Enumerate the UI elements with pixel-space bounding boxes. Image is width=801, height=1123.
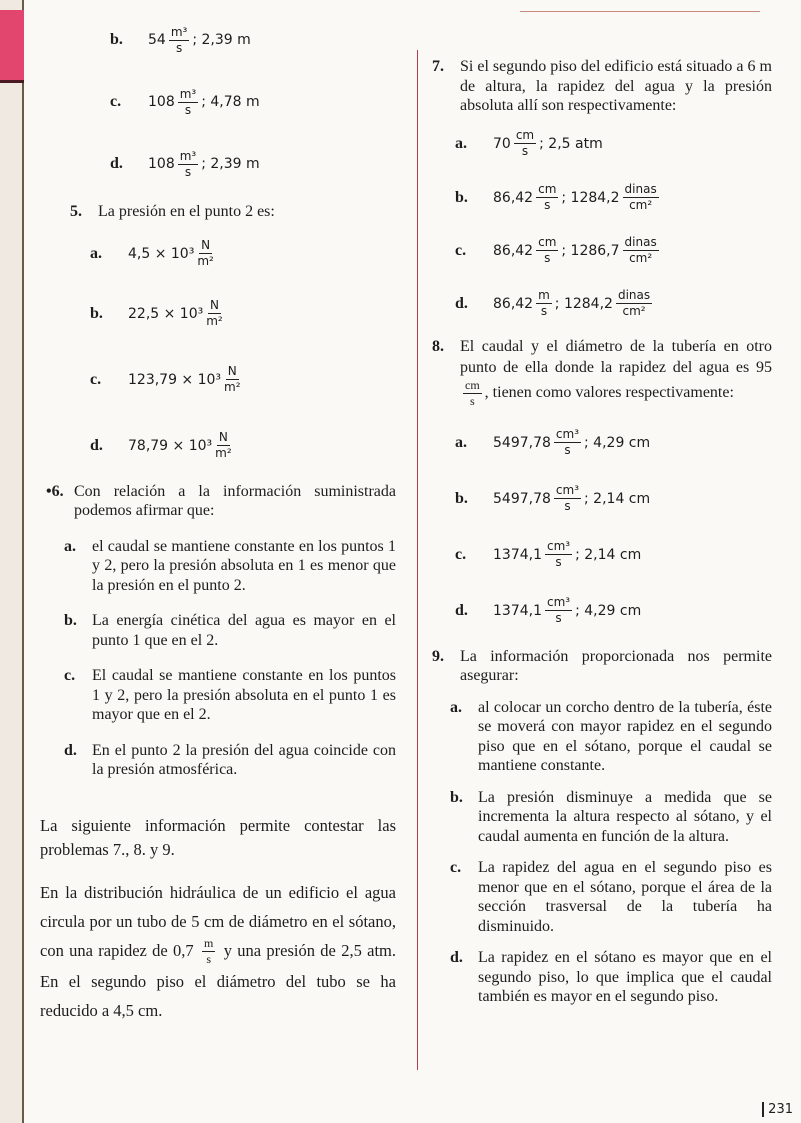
option-text: La rapidez del agua en el segundo piso es menor que en el sótano, porque el área de la sección trasversal de la tubería ha disminuido.: [478, 859, 772, 935]
q6-option-a: [64, 537, 396, 596]
q6-question: [46, 482, 396, 521]
q6-option-d: [64, 741, 396, 780]
option-label: c.: [110, 93, 122, 110]
q8-option-c: [455, 539, 772, 571]
question-number: 8.: [432, 337, 444, 355]
option-rest: ; 1284,2: [554, 295, 613, 312]
option-label: b.: [455, 489, 468, 507]
numerator: cm³: [555, 483, 580, 497]
q9-option-d: [450, 948, 772, 1007]
question-text: Si el segundo piso del edificio está situado a 6 m de altura, la rapidez del agua y la presión absoluta allí son respectivamente:: [460, 58, 772, 114]
option-text: En el punto 2 la presión del agua coincide con la presión atmosférica.: [92, 741, 396, 778]
question-number: 7.: [432, 58, 444, 75]
fraction: [616, 288, 652, 319]
denominator: s: [544, 198, 551, 212]
numerator: m³: [179, 148, 197, 163]
q8-question: [432, 336, 772, 409]
question-text: La presión en el punto 2 es:: [98, 203, 275, 220]
option-label: d.: [64, 741, 77, 759]
fraction: [178, 149, 199, 180]
numerator: m: [538, 288, 550, 302]
numerator: N: [201, 238, 211, 252]
q5-option-c: [90, 364, 396, 396]
option-text: El caudal se mantiene constante en los puntos 1 y 2, pero la presión absoluta en el punto 1 es mayor que en el 2.: [92, 667, 396, 723]
q4-option-c: [110, 86, 396, 118]
q9-option-a: [450, 698, 772, 776]
denominator: m²: [215, 446, 232, 460]
scenario-paragraph: [40, 878, 396, 1026]
fraction: [554, 483, 581, 514]
q7-option-d: [455, 288, 772, 320]
option-text: La presión disminuye a medida que se incrementa la altura respecto al sótano, y el caudal aumenta en función de la altura.: [478, 788, 772, 845]
intro-text: La siguiente información permite contestar las problemas 7., 8. y 9.: [40, 815, 396, 859]
q9-option-b: [450, 788, 772, 847]
paragraph-text: En la distribución hidráulica de un edificio el agua circula por un tubo de 5 cm de diámetro en el sótano, con una rapidez de 0,7: [40, 882, 396, 960]
q5-question: [70, 202, 396, 222]
option-label: c.: [450, 859, 462, 876]
q5-option-d: [90, 430, 396, 462]
fraction: [197, 238, 214, 269]
option-rest: ; 2,5 atm: [539, 135, 603, 152]
option-value: 5497,78: [493, 434, 551, 451]
denominator: s: [540, 304, 548, 318]
fraction: [536, 182, 558, 213]
option-rest: ; 1286,7: [561, 242, 620, 259]
red-page-tab: [0, 10, 24, 83]
option-value: 4,5 × 10³: [128, 245, 195, 262]
fraction: [623, 182, 659, 213]
denominator: s: [175, 40, 183, 55]
q6-option-c: [64, 666, 396, 725]
numerator: dinas: [624, 182, 657, 196]
numerator: cm: [515, 128, 535, 142]
option-label: a.: [455, 134, 467, 152]
numerator: N: [209, 298, 219, 312]
option-label: a.: [455, 433, 467, 451]
q9-option-c: [450, 858, 772, 936]
option-label: d.: [110, 155, 123, 172]
right-column: [432, 57, 772, 1007]
numerator: cm³: [547, 595, 571, 609]
option-label: c.: [64, 667, 76, 684]
option-label: b.: [90, 304, 103, 322]
fraction: [536, 288, 552, 319]
option-rest: ; 4,78 m: [201, 94, 260, 110]
option-value: 123,79 × 10³: [128, 371, 222, 388]
page-edge: [0, 0, 24, 1123]
question-text: Con relación a la información suministrada podemos afirmar que:: [74, 482, 396, 519]
option-value: 86,42: [493, 295, 534, 312]
question-text: , tienen como valores respectivamente:: [484, 383, 734, 401]
option-rest: ; 4,29 cm: [575, 602, 642, 619]
column-divider: [417, 50, 418, 1070]
fraction: [215, 430, 232, 461]
option-value: 22,5 × 10³: [128, 305, 204, 322]
denominator: s: [555, 611, 562, 625]
question-number: 9.: [432, 647, 444, 665]
option-label: b.: [450, 788, 463, 806]
option-value: 86,42: [493, 189, 534, 206]
option-text: el caudal se mantiene constante en los puntos 1 y 2, pero la presión absoluta en 1 es menor que la presión en el punto 2.: [92, 537, 396, 594]
fraction: [623, 235, 659, 266]
denominator: s: [206, 952, 212, 967]
option-value: 78,79 × 10³: [128, 437, 213, 454]
denominator: m²: [224, 380, 241, 394]
option-rest: ; 2,14 cm: [575, 546, 642, 563]
q9-question: [432, 647, 772, 686]
fraction: [178, 87, 199, 118]
numerator: cm: [465, 377, 480, 392]
q4-option-b: [110, 24, 396, 56]
fraction: [545, 595, 572, 626]
denominator: s: [184, 102, 192, 117]
option-label: c.: [90, 370, 102, 388]
q7-option-a: [455, 128, 772, 160]
option-rest: ; 2,39 m: [201, 156, 260, 172]
top-rule: [520, 11, 760, 12]
option-label: a.: [90, 244, 102, 262]
fraction: [463, 378, 482, 409]
fraction: [169, 25, 190, 56]
numerator: cm: [538, 182, 557, 196]
q7-option-c: [455, 235, 772, 267]
question-number: 5.: [70, 203, 82, 220]
option-label: c.: [455, 545, 467, 563]
option-value: 108: [148, 94, 175, 110]
denominator: cm²: [622, 304, 646, 318]
numerator: cm³: [547, 539, 571, 553]
denominator: cm²: [629, 251, 653, 265]
q8-option-b: [455, 483, 772, 515]
option-label: d.: [455, 601, 468, 619]
denominator: s: [564, 499, 571, 513]
numerator: m³: [170, 24, 188, 39]
q8-option-a: [455, 427, 772, 459]
q4-option-d: [110, 148, 396, 180]
option-rest: ; 2,39 m: [192, 32, 251, 48]
numerator: m³: [179, 86, 197, 101]
option-label: b.: [455, 188, 468, 206]
numerator: cm: [538, 235, 557, 249]
denominator: s: [555, 555, 562, 569]
question-number: •6.: [46, 482, 64, 500]
option-rest: ; 1284,2: [561, 189, 620, 206]
option-text: La energía cinética del agua es mayor en el punto 1 que en el 2.: [92, 612, 396, 649]
paragraph-text: y una presión de 2,5 atm. En el segundo piso el diámetro del tubo se ha reducido a 4,5 cm.: [40, 940, 397, 1021]
denominator: s: [184, 164, 192, 179]
option-text: La rapidez en el sótano es mayor que en el segundo piso, lo que implica que el caudal también es mayor en el segundo piso.: [478, 949, 772, 1005]
option-label: b.: [64, 612, 77, 629]
denominator: m²: [206, 314, 223, 328]
option-value: 108: [148, 156, 175, 172]
q6-option-b: [64, 611, 396, 650]
q7-option-b: [455, 182, 772, 214]
q5-option-a: [90, 238, 396, 270]
fraction: [554, 427, 581, 458]
denominator: s: [564, 443, 571, 457]
q7-question: [432, 57, 772, 116]
numerator: m: [204, 936, 214, 951]
option-rest: ; 4,29 cm: [584, 434, 651, 451]
left-column: [40, 24, 396, 1025]
numerator: dinas: [617, 288, 651, 302]
option-label: b.: [110, 31, 123, 48]
option-label: a.: [450, 698, 462, 716]
fraction: [536, 235, 558, 266]
fraction: [545, 539, 572, 570]
q8-option-d: [455, 595, 772, 627]
page-number: 231: [762, 1102, 793, 1117]
option-value: 5497,78: [493, 490, 551, 507]
numerator: cm³: [555, 427, 580, 441]
option-label: d.: [450, 949, 463, 966]
option-value: 54: [148, 32, 166, 48]
denominator: m²: [197, 254, 214, 268]
fraction: [514, 128, 536, 159]
numerator: dinas: [624, 235, 657, 249]
denominator: cm²: [629, 198, 653, 212]
question-text: El caudal y el diámetro de la tubería en otro punto de ella donde la rapidez del agua es 95: [460, 337, 772, 376]
question-text: La información proporcionada nos permite asegurar:: [460, 647, 772, 684]
option-label: c.: [455, 241, 467, 259]
numerator: N: [227, 364, 237, 378]
option-label: d.: [455, 294, 468, 312]
option-text: al colocar un corcho dentro de la tubería, éste se moverá con mayor rapidez en el segundo piso que en el sótano, porque el caudal se mantiene constante.: [478, 698, 772, 774]
fraction: [206, 298, 223, 329]
fraction: [224, 364, 241, 395]
option-label: d.: [90, 436, 103, 454]
q5-option-b: [90, 298, 396, 330]
option-value: 1374,1: [493, 602, 542, 619]
option-value: 86,42: [493, 242, 534, 259]
fraction: [202, 936, 215, 967]
option-label: a.: [64, 537, 76, 555]
option-rest: ; 2,14 cm: [584, 490, 651, 507]
option-value: 70: [493, 135, 511, 152]
option-value: 1374,1: [493, 546, 542, 563]
denominator: s: [521, 144, 529, 158]
denominator: s: [470, 393, 475, 408]
denominator: s: [544, 251, 551, 265]
numerator: N: [218, 430, 228, 444]
